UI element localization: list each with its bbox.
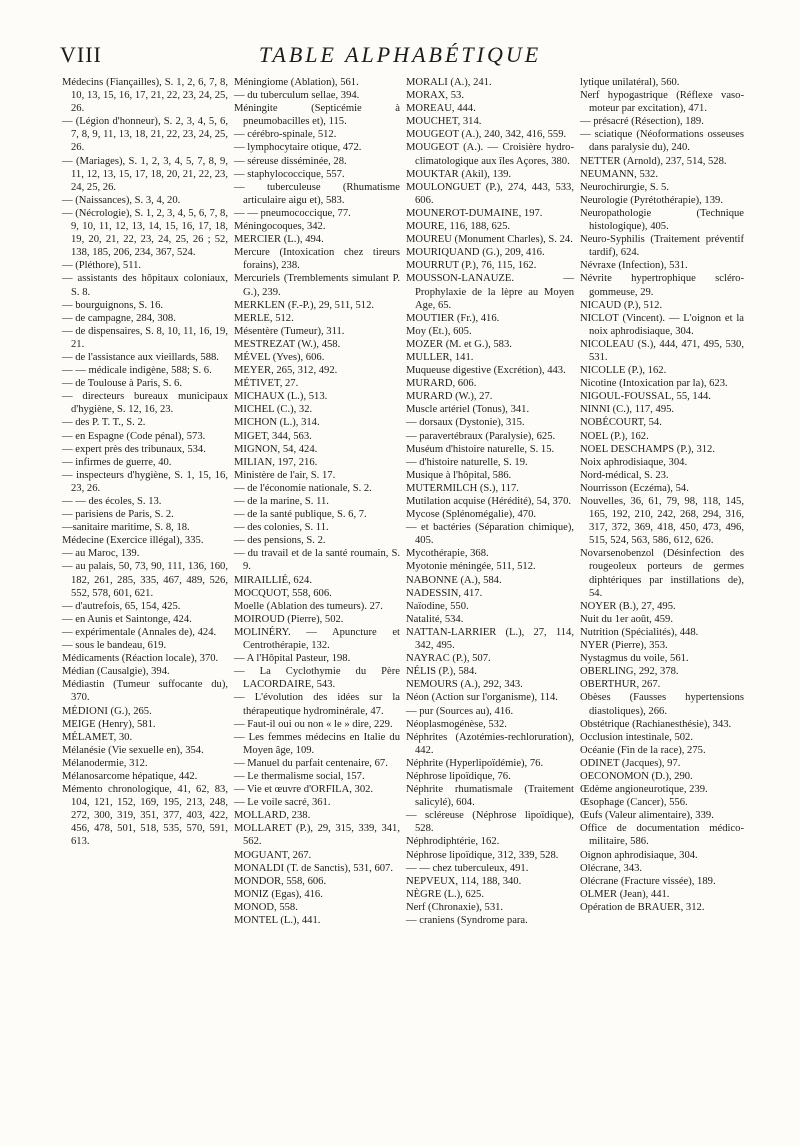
index-entry: Moelle (Ablation des tumeurs). 27.	[234, 600, 383, 612]
index-entry: Néon (Action sur l'organisme), 114.	[406, 692, 558, 704]
index-entry: MOLINÉRY. — Apuncture et Centrothérapie, 132.	[234, 626, 400, 652]
index-entry: Œsophage (Cancer), 556.	[580, 797, 688, 809]
index-entry: —sanitaire maritime, S. 8, 18.	[62, 522, 190, 534]
index-entry: MOUKTAR (Akil), 139.	[406, 168, 512, 180]
index-entry: — de la santé publique, S. 6, 7.	[234, 509, 367, 521]
index-entry: Médian (Causalgie), 394.	[62, 666, 170, 678]
index-entry: MONTEL (L.), 441.	[234, 915, 321, 926]
index-entry: NOEL (P.), 162.	[580, 430, 649, 442]
index-entry: Néphrites (Azotémies-rechloruration), 442.	[406, 731, 574, 756]
index-entry: Néphrose lipoïdique, 312, 339, 528.	[406, 849, 559, 861]
index-entry: MERCIER (L.), 494.	[234, 234, 324, 246]
index-entry: MOUGEOT (A.), 240, 342, 416, 559.	[406, 129, 567, 141]
index-entry: Novarsenobenzol (Désinfection des rougeoleux porteurs de germes diphtériques par instillations de), 54.	[580, 548, 744, 599]
index-entry: MONALDI (T. de Sanctis), 531, 607.	[234, 862, 393, 874]
index-entry: MOCQUOT, 558, 606.	[234, 587, 332, 599]
index-entry: NEPVEUX, 114, 188, 340.	[406, 875, 522, 887]
index-entry: — au palais, 50, 73, 90, 111, 136, 160, 182, 261, 285, 335, 467, 489, 526, 552, 578, 601, 621.	[62, 561, 228, 599]
index-columns	[62, 76, 744, 1126]
index-entry: — de l'assistance aux vieillards, 588.	[62, 351, 219, 363]
index-entry: Névraxe (Infection), 531.	[580, 260, 688, 272]
index-entry: MOUNEROT-DUMAINE, 197.	[406, 207, 543, 219]
index-entry: Névrite hypertrophique scléro-gommeuse, 29.	[580, 273, 744, 298]
index-entry: — (Légion d'honneur), S. 2, 3, 4, 5, 6, 7, 8, 9, 11, 13, 18, 21, 22, 23, 24, 25, 26.	[62, 116, 228, 154]
index-entry: — Le thermalisme social, 157.	[234, 770, 365, 782]
index-entry: MONOD, 558.	[234, 901, 298, 913]
index-entry: — assistants des hôpitaux coloniaux, S. 8.	[62, 273, 228, 298]
index-entry: MÉVEL (Yves), 606.	[234, 351, 325, 363]
index-entry: — Les femmes médecins en Italie du Moyen âge, 109.	[234, 731, 400, 756]
index-entry: — de dispensaires, S. 8, 10, 11, 16, 19, 21.	[62, 325, 228, 350]
index-entry: — du tuberculum sellae, 394.	[234, 90, 360, 102]
index-entry: NICOLEAU (S.), 444, 471, 495, 530, 531.	[580, 338, 744, 363]
index-entry: MICHEL (C.), 32.	[234, 404, 313, 416]
index-entry: — présacré (Résection), 189.	[580, 116, 704, 128]
index-entry: MOLLARD, 238.	[234, 810, 311, 822]
index-entry: Nutrition (Spécialités), 448.	[580, 626, 699, 638]
index-column-1	[62, 76, 228, 1126]
index-entry: NABONNE (A.), 584.	[406, 574, 502, 586]
index-entry: Obstétrique (Rachianesthésie), 343.	[580, 718, 732, 730]
index-entry: Nicotine (Intoxication par la), 623.	[580, 378, 728, 390]
index-entry: MOLLARET (P.), 29, 315, 339, 341, 562.	[234, 823, 400, 848]
index-entry: — tuberculeuse (Rhumatisme articulaire aigu et), 583.	[234, 181, 400, 206]
index-entry: Muqueuse digestive (Excrétion), 443.	[406, 365, 566, 377]
index-entry: — inspecteurs d'hygiène, S. 1, 15, 16, 23, 26.	[62, 469, 228, 494]
index-entry: Office de documentation médico-militaire, 586.	[580, 823, 744, 848]
index-entry: MOGUANT, 267.	[234, 849, 312, 861]
index-entry: Olécrane, 343.	[580, 862, 643, 874]
index-entry: Nerf hypogastrique (Réflexe vaso-moteur par excitation), 471.	[580, 90, 744, 115]
index-entry: MICHON (L.), 314.	[234, 417, 320, 429]
index-entry: NEUMANN, 532.	[580, 168, 658, 180]
index-entry: NOBÉCOURT, 54.	[580, 417, 662, 429]
index-column-4	[580, 76, 744, 1126]
index-entry: — La Cyclothymie du Père LACORDAIRE, 543.	[234, 666, 400, 691]
index-entry: NICLOT (Vincent). — L'oignon et la noix aphrodisiaque, 304.	[580, 312, 744, 337]
index-entry: Néphrite (Hyperlipoïdémie), 76.	[406, 757, 544, 769]
index-entry: — paravertébraux (Paralysie), 625.	[406, 430, 556, 442]
index-entry: Neuro-Syphilis (Traitement préventif tardif), 624.	[580, 234, 744, 259]
index-entry: Méningiome (Ablation), 561.	[234, 77, 359, 88]
index-entry: OLMER (Jean), 441.	[580, 888, 670, 900]
index-entry: NÉLIS (P.), 584.	[406, 666, 477, 678]
index-entry: Neurologie (Pyrétothérapie), 139.	[580, 194, 723, 206]
index-entry: MOREAU, 444.	[406, 103, 476, 115]
index-entry: Médicaments (Réaction locale), 370.	[62, 653, 219, 665]
index-entry: Néphrite rhumatismale (Traitement salicylé), 604.	[406, 784, 574, 809]
index-entry: Néphrose lipoïdique, 76.	[406, 770, 511, 782]
index-entry: — — chez tuberculeux, 491.	[406, 862, 529, 874]
index-entry: — des P. T. T., S. 2.	[62, 417, 146, 429]
index-entry: Océanie (Fin de la race), 275.	[580, 744, 706, 756]
index-entry: — expert près des tribunaux, 534.	[62, 443, 206, 455]
index-entry: — directeurs bureaux municipaux d'hygiène, S. 12, 16, 23.	[62, 391, 228, 416]
index-entry: — (Nécrologie), S. 1, 2, 3, 4, 5, 6, 7, 8, 9, 10, 11, 12, 13, 14, 15, 16, 17, 18, 19, 20, 21, 22, 23, 24, 25, 26 ; 52, 138, 185, 206, 234, 367, 524.	[62, 207, 228, 259]
index-entry: MERKLEN (F.-P.), 29, 511, 512.	[234, 299, 375, 311]
index-entry: MOUTIER (Fr.), 416.	[406, 312, 500, 324]
index-entry: — expérimentale (Annales de), 424.	[62, 626, 217, 638]
index-entry: OBERTHUR, 267.	[580, 679, 661, 691]
index-entry: NETTER (Arnold), 237, 514, 528.	[580, 155, 727, 167]
index-entry: Œufs (Valeur alimentaire), 339.	[580, 810, 714, 822]
index-entry: — d'autrefois, 65, 154, 425.	[62, 600, 181, 612]
index-entry: Nouvelles, 36, 61, 79, 98, 118, 145, 165, 192, 210, 242, 268, 294, 316, 317, 372, 369, 418, 450, 473, 496, 515, 524, 563, 586, 612, 626.	[580, 496, 744, 547]
index-entry: Mercure (Intoxication chez tireurs forains), 238.	[234, 247, 400, 272]
index-entry: NIGOUL-FOUSSAL, 55, 144.	[580, 391, 711, 403]
index-entry: — sous le bandeau, 619.	[62, 640, 167, 652]
index-entry: — L'évolution des idées sur la thérapeutique hydrominérale, 47.	[234, 692, 400, 717]
index-entry: MORAX, 53.	[406, 90, 464, 102]
index-entry: MOUSSON-LANAUZE. — Prophylaxie de la lèpre au Moyen Age, 65.	[406, 273, 574, 311]
index-entry: — Vie et œuvre d'ORFILA, 302.	[234, 784, 374, 796]
index-entry: MILIAN, 197, 216.	[234, 456, 318, 468]
index-entry: Mycothérapie, 368.	[406, 548, 489, 560]
index-entry: — séreuse disséminée, 28.	[234, 155, 347, 167]
index-entry: Noix aphrodisiaque, 304.	[580, 456, 688, 468]
index-entry: Naïodine, 550.	[406, 600, 469, 612]
index-entry: Néphrodiphtérie, 162.	[406, 836, 500, 848]
index-entry: Nourrisson (Eczéma), 54.	[580, 482, 689, 494]
index-entry: Médecins (Fiançailles), S. 1, 2, 6, 7, 8, 10, 13, 15, 16, 17, 21, 22, 23, 24, 25, 26.	[62, 77, 228, 115]
index-entry: MÉDIONI (G.), 265.	[62, 705, 152, 717]
page-header	[60, 42, 740, 72]
index-entry: — et bactéries (Séparation chimique), 405.	[406, 522, 574, 547]
index-entry: Nuit du 1er août, 459.	[580, 613, 673, 625]
index-entry: — (Pléthore), 511.	[62, 260, 142, 272]
index-entry: — A l'Hôpital Pasteur, 198.	[234, 653, 351, 665]
index-entry: Obèses (Fausses hypertensions diastoliques), 266.	[580, 692, 744, 717]
index-entry: MONIZ (Egas), 416.	[234, 888, 323, 900]
index-entry: — en Espagne (Code pénal), 573.	[62, 430, 206, 442]
index-entry: MORALI (A.), 241.	[406, 77, 492, 88]
index-entry: MURARD, 606.	[406, 378, 477, 390]
index-column-3	[406, 76, 574, 1126]
index-entry: MULLER, 141.	[406, 351, 474, 363]
index-entry: NICOLLE (P.), 162.	[580, 365, 667, 377]
index-entry: NADESSIN, 417.	[406, 587, 483, 599]
index-entry: — de la marine, S. 11.	[234, 496, 329, 507]
index-entry: — (Mariages), S. 1, 2, 3, 4, 5, 7, 8, 9, 11, 12, 13, 15, 17, 18, 20, 21, 22, 23, 24, 25, 26.	[62, 155, 228, 193]
index-entry: — Manuel du parfait centenaire, 67.	[234, 757, 388, 769]
index-entry: MURARD (W.), 27.	[406, 391, 493, 403]
index-entry: — dorsaux (Dystonie), 315.	[406, 417, 525, 429]
index-entry: Myotonie méningée, 511, 512.	[406, 561, 536, 573]
index-entry: Ministère de l'air, S. 17.	[234, 469, 336, 481]
index-entry: — — des écoles, S. 13.	[62, 496, 162, 507]
index-entry: NOEL DESCHAMPS (P.), 312.	[580, 443, 715, 455]
index-entry: MOZER (M. et G.), 583.	[406, 338, 512, 350]
index-entry: MOURRUT (P.), 76, 115, 162.	[406, 260, 537, 272]
index-entry: — (Naissances), S. 3, 4, 20.	[62, 194, 181, 206]
index-entry: NOYER (B.), 27, 495.	[580, 600, 676, 612]
index-entry: — — médicale indigène, 588; S. 6.	[62, 365, 212, 377]
index-entry: MOURE, 116, 188, 625.	[406, 221, 511, 233]
index-entry: MÉLAMET, 30.	[62, 731, 133, 743]
index-entry: Natalité, 534.	[406, 613, 464, 625]
index-entry: Occlusion intestinale, 502.	[580, 731, 693, 743]
index-entry: — staphylococcique, 557.	[234, 168, 345, 180]
index-entry: ODINET (Jacques), 97.	[580, 757, 681, 769]
index-entry: Mycose (Splénomégalie), 470.	[406, 509, 537, 521]
index-entry: — de l'économie nationale, S. 2.	[234, 482, 372, 494]
index-entry: Olécrane (Fracture vissée), 189.	[580, 875, 716, 887]
index-entry: — au Maroc, 139.	[62, 548, 140, 560]
index-entry: Méningocoques, 342.	[234, 221, 326, 233]
index-entry: NINNI (C.), 117, 495.	[580, 404, 675, 416]
index-entry: NATTAN-LARRIER (L.), 27, 114, 342, 495.	[406, 626, 574, 652]
index-entry: MÉTIVET, 27.	[234, 378, 299, 390]
index-entry: lytique unilatéral), 560.	[580, 77, 680, 88]
index-entry: Opération de BRAUER, 312.	[580, 901, 705, 913]
index-entry: Muscle artériel (Tonus), 341.	[406, 404, 530, 416]
index-entry: Nerf (Chronaxie), 531.	[406, 901, 504, 913]
index-entry: — Faut-il oui ou non « le » dire, 229.	[234, 718, 393, 730]
index-entry: MOUGEOT (A.). — Croisière hydro-climatologique aux îles Açores, 380.	[406, 142, 574, 167]
index-entry: — infirmes de guerre, 40.	[62, 456, 172, 468]
page-number: VIII	[60, 42, 102, 67]
index-entry: Neuropathologie (Technique histologique), 405.	[580, 207, 744, 233]
page-title: TABLE ALPHABÉTIQUE	[258, 42, 542, 67]
index-entry: MIGNON, 54, 424.	[234, 443, 318, 455]
index-entry: Néoplasmogénèse, 532.	[406, 718, 507, 730]
index-entry: MOIROUD (Pierre), 502.	[234, 613, 344, 625]
index-entry: MESTREZAT (W.), 458.	[234, 338, 341, 350]
index-entry: — parisiens de Paris, S. 2.	[62, 509, 174, 521]
index-entry: Muséum d'histoire naturelle, S. 15.	[406, 443, 555, 455]
index-entry: — d'histoire naturelle, S. 19.	[406, 456, 528, 468]
index-entry: Médecine (Exercice illégal), 335.	[62, 535, 204, 547]
index-entry: — — pneumococcique, 77.	[234, 207, 351, 219]
index-entry: Mémento chronologique, 41, 62, 83, 104, 121, 152, 169, 195, 213, 248, 272, 300, 319, 351, 377, 403, 422, 456, 478, 501, 518, 535, 570, 591, 613.	[62, 784, 228, 848]
index-entry: MIRAILLIÉ, 624.	[234, 574, 312, 586]
index-entry: MOURIQUAND (G.), 209, 416.	[406, 247, 545, 259]
index-entry: Musique à l'hôpital, 586.	[406, 469, 512, 481]
index-entry: — de campagne, 284, 308.	[62, 312, 176, 324]
index-column-2	[234, 76, 400, 1126]
index-entry: MOUREU (Monument Charles), S. 24.	[406, 234, 573, 246]
index-entry: Moy (Et.), 605.	[406, 325, 472, 337]
index-entry: Mésentère (Tumeur), 311.	[234, 325, 345, 337]
index-entry: OECONOMON (D.), 290.	[580, 770, 693, 782]
index-entry: Mercuriels (Tremblements simulant P. G.), 239.	[234, 273, 400, 298]
index-entry: Oignon aphrodisiaque, 304.	[580, 849, 698, 861]
index-entry: Mélanodermie, 312.	[62, 757, 148, 769]
index-entry: — lymphocytaire otique, 472.	[234, 142, 362, 154]
index-entry: MICHAUX (L.), 513.	[234, 391, 328, 403]
index-entry: NÈGRE (L.), 625.	[406, 888, 484, 900]
index-entry: — pur (Sources au), 416.	[406, 705, 514, 717]
index-entry: MEYER, 265, 312, 492.	[234, 365, 338, 377]
index-entry: — des pensions, S. 2.	[234, 535, 326, 547]
index-entry: Mutilation acquise (Hérédité), 54, 370.	[406, 496, 572, 507]
index-entry: MOUCHET, 314.	[406, 116, 482, 128]
index-entry: MEIGE (Henry), 581.	[62, 718, 156, 730]
index-entry: Mélanosarcome hépatique, 442.	[62, 770, 198, 782]
index-entry: — scléreuse (Néphrose lipoïdique), 528.	[406, 810, 574, 835]
index-entry: — cérébro-spinale, 512.	[234, 129, 337, 141]
index-entry: — des colonies, S. 11.	[234, 522, 329, 534]
index-entry: OBERLING, 292, 378.	[580, 666, 679, 678]
index-entry: Nord-médical, S. 23.	[580, 469, 669, 481]
index-entry: MOULONGUET (P.), 274, 443, 533, 606.	[406, 181, 574, 206]
index-entry: Neurochirurgie, S. 5.	[580, 181, 669, 193]
index-entry: — du travail et de la santé roumain, S. 9.	[234, 548, 400, 573]
index-entry: MERLE, 512.	[234, 312, 294, 324]
index-entry: Nystagmus du voile, 561.	[580, 653, 689, 665]
index-entry: — en Aunis et Saintonge, 424.	[62, 613, 192, 625]
index-entry: MUTERMILCH (S.), 117.	[406, 482, 519, 494]
index-entry: Mélanésie (Vie sexuelle en), 354.	[62, 744, 204, 756]
index-entry: NYER (Pierre), 353.	[580, 640, 668, 652]
index-entry: MIGET, 344, 563.	[234, 430, 312, 442]
index-entry: Médiastin (Tumeur suffocante du), 370.	[62, 679, 228, 704]
index-entry: NAYRAC (P.), 507.	[406, 653, 491, 665]
index-entry: — Le voile sacré, 361.	[234, 797, 331, 809]
index-entry: NICAUD (P.), 512.	[580, 299, 663, 311]
index-entry: — craniens (Syndrome para.	[406, 915, 528, 926]
index-entry: — bourguignons, S. 16.	[62, 299, 164, 311]
index-entry: — sciatique (Néoformations osseuses dans paralysie du), 240.	[580, 129, 744, 154]
index-entry: — de Toulouse à Paris, S. 6.	[62, 378, 183, 390]
index-entry: Œdème angioneurotique, 239.	[580, 784, 708, 796]
index-entry: NEMOURS (A.), 292, 343.	[406, 679, 523, 691]
index-entry: MONDOR, 558, 606.	[234, 875, 327, 887]
index-entry: Méningite (Septicémie à pneumobacilles et), 115.	[234, 103, 400, 128]
